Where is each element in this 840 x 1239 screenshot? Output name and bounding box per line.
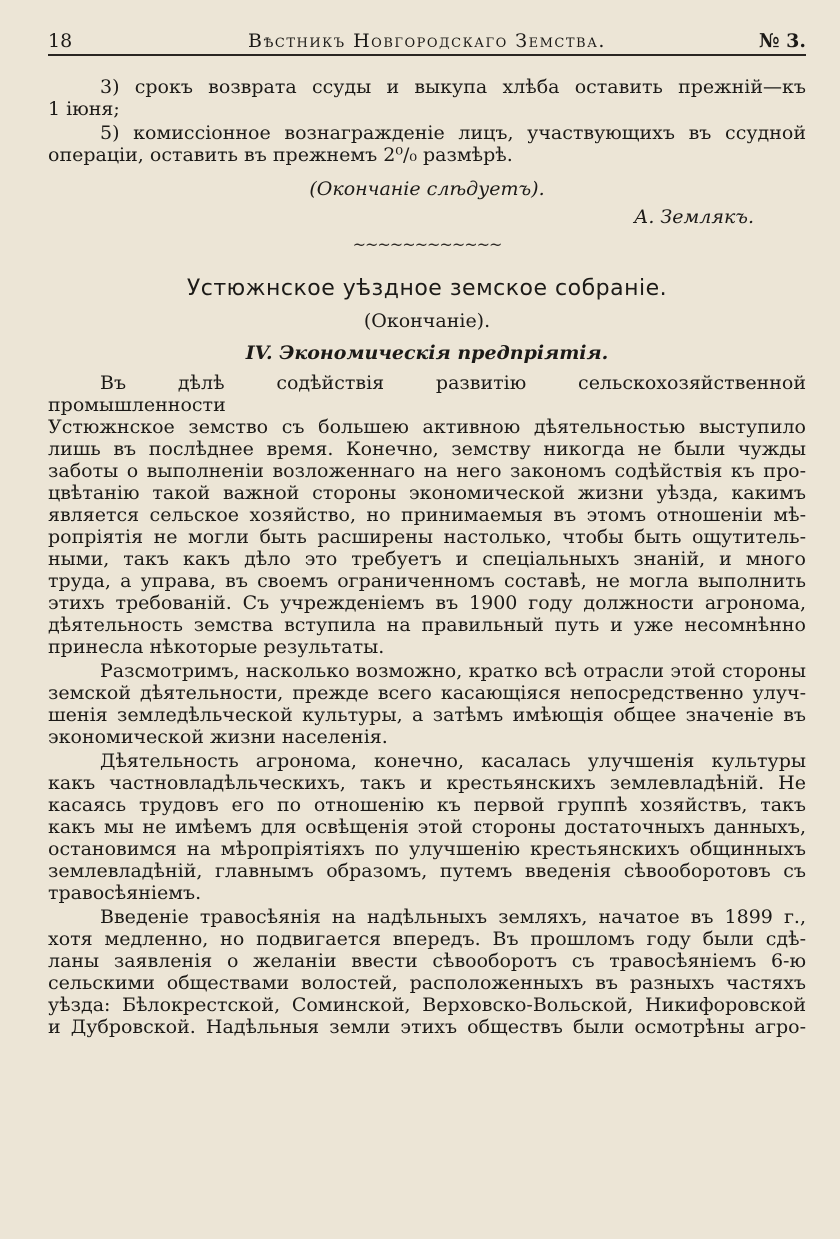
paragraph: [48, 750, 806, 904]
text-line: и Дубровской. Надѣльныя земли этихъ обществъ были осмотрѣны агро-: [48, 1016, 806, 1038]
text-line: 3) срокъ возврата ссуды и выкупа хлѣба оставить прежній—къ: [100, 76, 806, 98]
text-line: касаясь трудовъ его по отношенію къ первой группѣ хозяйствъ, такъ: [48, 794, 806, 816]
text-line: земской дѣятельности, прежде всего касающіяся непосредственно улуч-: [48, 682, 806, 704]
text-line: операціи, оставить въ прежнемъ 2⁰/₀ размѣрѣ.: [48, 144, 513, 166]
page-number: 18: [48, 30, 73, 52]
text-line: Введеніе травосѣянія на надѣльныхъ земляхъ, начатое въ 1899 г.,: [100, 906, 806, 928]
text-line: какъ частновладѣльческихъ, такъ и крестьянскихъ землевладѣній. Не: [48, 772, 806, 794]
paragraph: [48, 660, 806, 748]
text-line: Разсмотримъ, насколько возможно, кратко всѣ отрасли этой стороны: [100, 660, 806, 682]
text-line: ными, такъ какъ дѣло это требуетъ и спеціальныхъ знаній, и много: [48, 548, 806, 570]
paragraph: [48, 372, 806, 658]
text-line: травосѣяніемъ.: [48, 882, 202, 904]
issue-number: № 3.: [758, 30, 806, 52]
text-line: 5) комиссіонное вознагражденіе лицъ, участвующихъ въ ссудной: [100, 122, 806, 144]
text-line: экономической жизни населенія.: [48, 726, 388, 748]
page-body: [48, 76, 806, 1038]
text-line: 1 іюня;: [48, 98, 120, 120]
running-header: [48, 30, 806, 56]
text-line: какъ мы не имѣемъ для освѣщенія этой стороны достаточныхъ данныхъ,: [48, 816, 806, 838]
continued-note: (Окончаніе слѣдуетъ).: [309, 178, 545, 200]
article-title: Устюжнское уѣздное земское собраніе.: [186, 276, 668, 301]
paragraph: [48, 906, 806, 1038]
text-line: ропріятія не могли быть расширены настолько, чтобы быть ощутитель-: [48, 526, 806, 548]
text-line: сельскими обществами волостей, расположенныхъ въ разныхъ частяхъ: [48, 972, 806, 994]
prev-article-item-3: [48, 76, 806, 120]
chapter-heading: IV. Экономическія предпріятія.: [245, 342, 609, 364]
text-line: Въ дѣлѣ содѣйствія развитію сельскохозяйственной промышленности: [48, 372, 806, 416]
text-line: лишь въ послѣднее время. Конечно, земству никогда не были чужды: [48, 438, 806, 460]
text-line: является сельское хозяйство, но принимаемыя въ этомъ отношеніи мѣ-: [48, 504, 806, 526]
text-line: остановимся на мѣропріятіяхъ по улучшенію крестьянскихъ общинныхъ: [48, 838, 806, 860]
text-line: этихъ требованій. Съ учрежденіемъ въ 1900 году должности агронома,: [48, 592, 806, 614]
text-line: цвѣтанію такой важной стороны экономической жизни уѣзда, какимъ: [48, 482, 806, 504]
text-line: дѣятельность земства вступила на правильный путь и уже несомнѣнно: [48, 614, 806, 636]
journal-title: Вѣстникъ Новгородскаго Земства.: [248, 30, 606, 52]
text-line: ланы заявленія о желаніи ввести сѣвооборотъ съ травосѣяніемъ 6-ю: [48, 950, 806, 972]
text-line: уѣзда: Бѣлокрестской, Соминской, Верховско-Вольской, Никифоровской: [48, 994, 806, 1016]
text-line: принесла нѣкоторые результаты.: [48, 636, 385, 658]
author-signature: А. Землякъ.: [633, 206, 754, 228]
text-line: землевладѣній, главнымъ образомъ, путемъ введенія сѣвооборотовъ съ: [48, 860, 806, 882]
text-line: хотя медленно, но подвигается впередъ. Въ прошломъ году были сдѣ-: [48, 928, 806, 950]
text-line: Устюжнское земство съ большею активною дѣятельностью выступило: [48, 416, 806, 438]
section-separator: ~~~~~~~~~~~~: [352, 235, 502, 254]
text-line: заботы о выполненіи возложеннаго на него закономъ содѣйствія къ про-: [48, 460, 806, 482]
text-line: шенія земледѣльческой культуры, а затѣмъ имѣющія общее значеніе въ: [48, 704, 806, 726]
prev-article-item-5: [48, 122, 806, 166]
text-line: Дѣятельность агронома, конечно, касалась улучшенія культуры: [100, 750, 806, 772]
text-line: труда, а управа, въ своемъ ограниченномъ составѣ, не могла выполнить: [48, 570, 806, 592]
article-subtitle: (Окончаніе).: [363, 310, 491, 332]
